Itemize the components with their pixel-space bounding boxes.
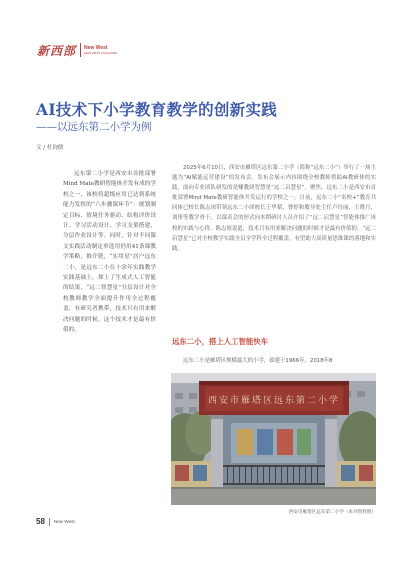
logo-english-name: New West (84, 45, 108, 51)
article-title: AI技术下小学教育教学的创新实践 (36, 100, 278, 119)
page-number: 58 (36, 517, 45, 526)
body-paragraph-2: 远东二小是雁塔区规模最大的小学，始建于1966年，2018年8 (183, 358, 333, 364)
body-paragraph-1: 2025年6月10日，西安市雁塔区远东第二小学（简称“远东二小”）举行了一场主题为“AI赋能运营建设”的发布会。发布会展示内容围绕全校教师借助AI教研体的实践，面向专业团队研发的是赚教研智慧星“远二启慧星”。聚焦，远东二小是西安市首批部署Mind Mate教研智能体开发运行的学校之一。日前，远东二小“名校+”教育共同体已校长陈志琼带领远东二小团校长王华韬、曹婷和教导处主任卢玲丽、王晓月、刘彤等教学骨干，以课表会的形式向本期研讨人员介绍了“远二启慧星”智能体推广该校的实践与心得。陈志琼说道，技术只有用来解决问题的时候才是最有价值的。“远二启慧星”已对全校教学实践全员全学科全过程覆盖，有望助力高质量思维课的落地和实践。 (172, 165, 376, 252)
gate-sign-text: 西安市雁塔区远东第二小学 (207, 396, 341, 406)
magazine-logo: 新西部 (37, 43, 77, 58)
masthead (37, 40, 117, 60)
article-abstract: 远东第二小学是西安市首批部署Mind Mate教研智能体开发有成的学校之一，该校将超级应用已达到系统能力发挥的“六步骤课环节”：规划制定目标、情境任务驱动、结构评价设计、学习活动设计、学习支架搭建、分层作业设计等。同时，针对不同课文实践活动制定单选用仍用41条课教学策略，推介链，“实用星”居户远东二小，是远东二小在十余年实践教学实践基础上，探上了生成式人工智能的结果，“远二智慧星”分层设计对全校教师教学全面提升作用全过程覆盖，有研究者携带，技术只有用来解决问题的时候，这个技术才是最有价值的。 (63, 171, 156, 334)
section-heading: 远东二小，搭上人工智能快车 (172, 337, 269, 346)
article-subtitle: ——以远东第二小学为例 (36, 121, 152, 133)
school-gate-illustration (171, 373, 376, 505)
folio-divider (49, 518, 50, 526)
page-folio (36, 517, 75, 526)
publication-name: New West (53, 519, 75, 524)
photo-caption: 西安市雁塔区远东第二小学（本刊资料图） (288, 510, 376, 515)
school-gate-photo (171, 373, 376, 505)
magazine-logo-english (80, 43, 117, 57)
article-author: 文 / 杜询儒 (36, 145, 64, 151)
logo-english-sub: NEW WEST MAGAZINE (84, 51, 117, 55)
